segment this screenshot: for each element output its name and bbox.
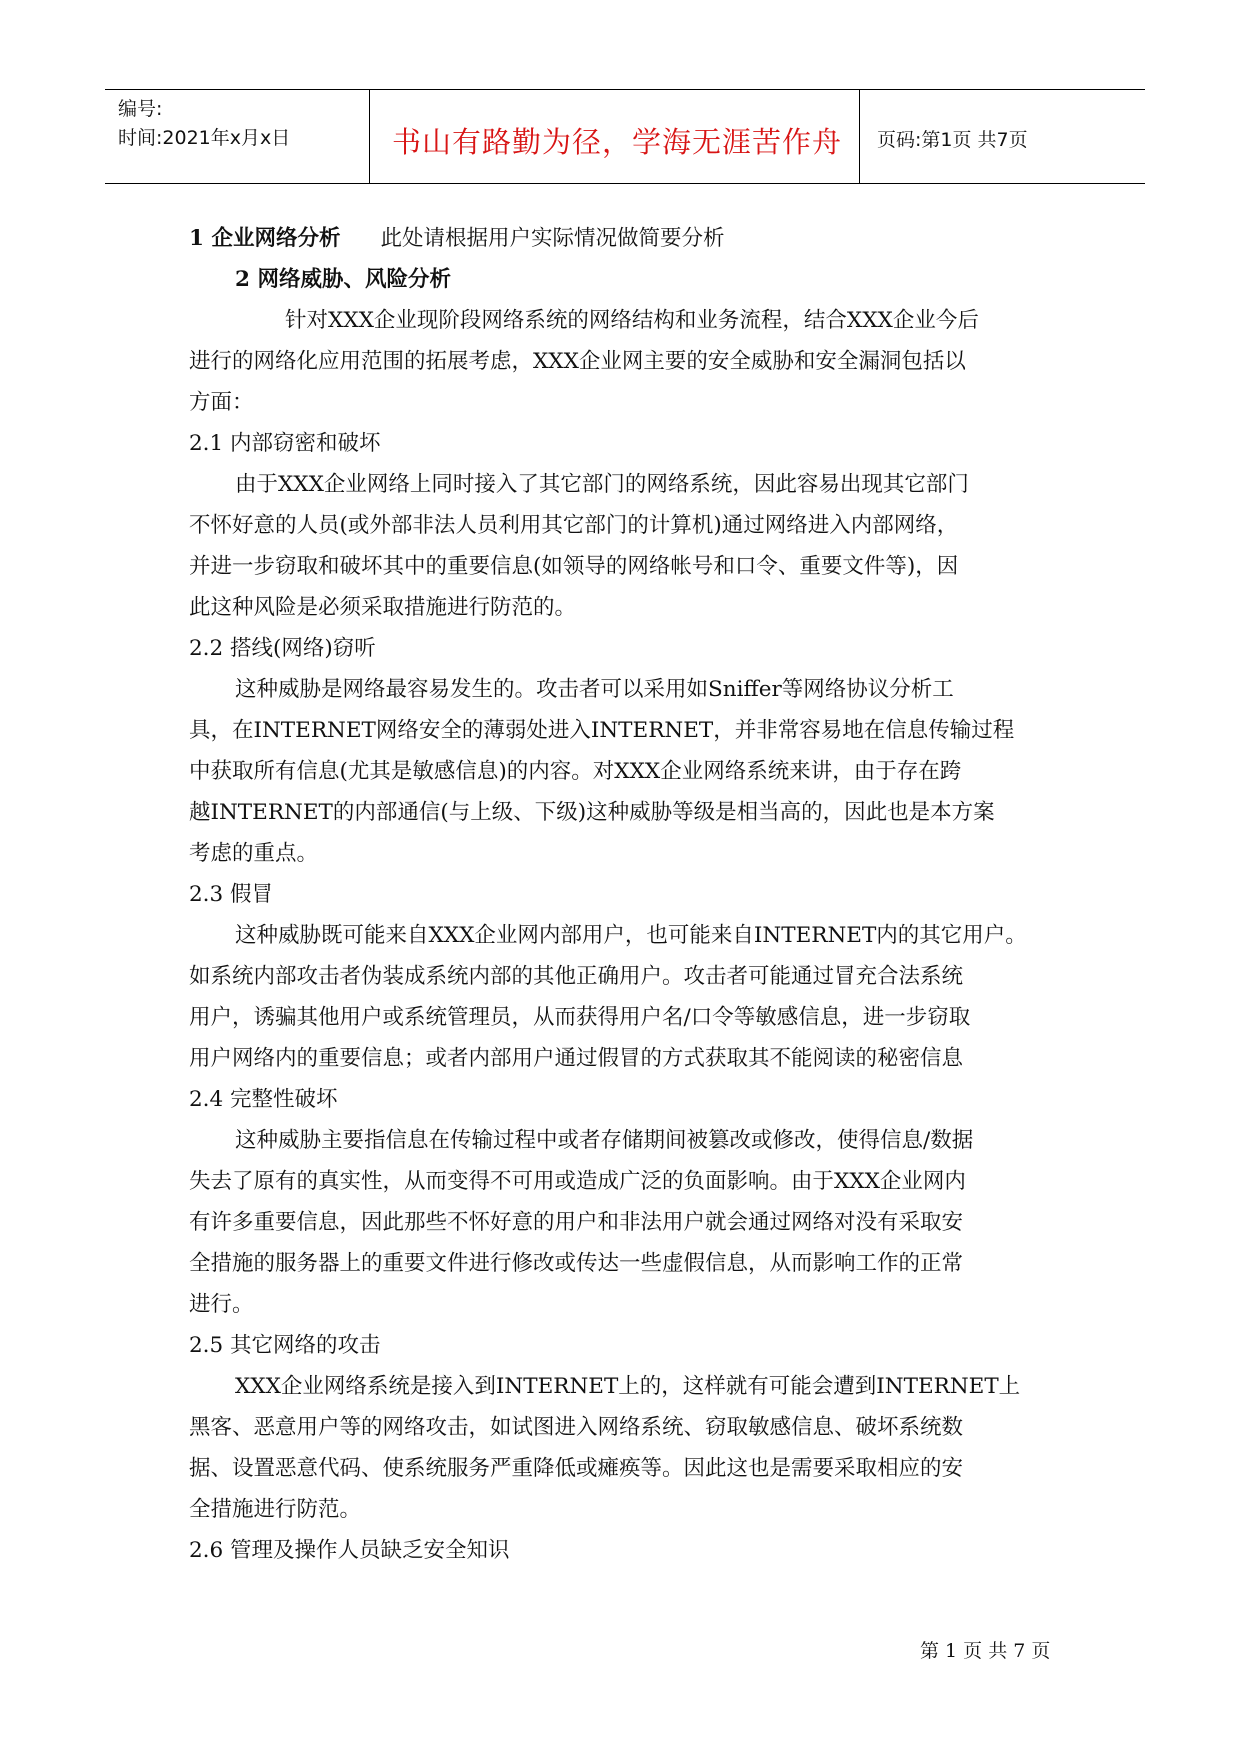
section-2-title: 2 网络威胁、风险分析: [235, 267, 451, 292]
header-number-label: 编号:: [118, 98, 163, 120]
header-bottom-rule: [105, 183, 1145, 184]
paragraph-line: 此这种风险是必须采取措施进行防范的。: [189, 595, 577, 620]
subsection-heading: 2.3 假冒: [189, 882, 274, 907]
paragraph-line: 这种威胁既可能来自XXX企业网内部用户，也可能来自INTERNET内的其它用户。: [235, 923, 1027, 948]
header-divider-right: [859, 89, 860, 183]
paragraph-line: 全措施进行防范。: [189, 1497, 362, 1522]
paragraph-line: 由于XXX企业网络上同时接入了其它部门的网络系统，因此容易出现其它部门: [235, 472, 969, 497]
header-time-label: 时间:2021年x月x日: [118, 127, 291, 149]
paragraph-line: 并进一步窃取和破坏其中的重要信息(如领导的网络帐号和口令、重要文件等)，因: [189, 554, 959, 579]
paragraph-line: 这种威胁主要指信息在传输过程中或者存储期间被篡改或修改，使得信息/数据: [235, 1128, 974, 1153]
header-divider-left: [369, 89, 370, 183]
subsection-heading: 2.1 内部窃密和破坏: [189, 431, 381, 456]
document-body: [189, 218, 1069, 1571]
paragraph-line: 这种威胁是网络最容易发生的。攻击者可以采用如Sniffer等网络协议分析工: [235, 677, 954, 702]
paragraph-line: 考虑的重点。: [189, 841, 319, 866]
header-top-rule: [105, 89, 1145, 90]
paragraph-line: 针对XXX企业现阶段网络系统的网络结构和业务流程，结合XXX企业今后: [285, 308, 979, 333]
section-1-heading: [189, 218, 1069, 259]
paragraph-line: 中获取所有信息(尤其是敏感信息)的内容。对XXX企业网络系统来讲，由于存在跨: [189, 759, 962, 784]
paragraph-line: 有许多重要信息，因此那些不怀好意的用户和非法用户就会通过网络对没有采取安: [189, 1210, 964, 1235]
subsection-heading: 2.4 完整性破坏: [189, 1087, 338, 1112]
section-1-note: 此处请根据用户实际情况做简要分析: [380, 226, 725, 251]
paragraph-line: 进行。: [189, 1292, 254, 1317]
section-1-title: 1 企业网络分析: [189, 226, 341, 251]
subsection-heading: 2.6 管理及操作人员缺乏安全知识: [189, 1538, 510, 1563]
paragraph-line: 具，在INTERNET网络安全的薄弱处进入INTERNET，并非常容易地在信息传输过程: [189, 718, 1015, 743]
subsection-heading: 2.2 搭线(网络)窃听: [189, 636, 376, 661]
paragraph-line: 进行的网络化应用范围的拓展考虑，XXX企业网主要的安全威胁和安全漏洞包括以: [189, 349, 966, 374]
paragraph-line: XXX企业网络系统是接入到INTERNET上的，这样就有可能会遭到INTERNET上: [235, 1374, 1021, 1399]
paragraph-line: 越INTERNET的内部通信(与上级、下级)这种威胁等级是相当高的，因此也是本方案: [189, 800, 995, 825]
paragraph-line: 如系统内部攻击者伪装成系统内部的其他正确用户。攻击者可能通过冒充合法系统: [189, 964, 964, 989]
paragraph-line: 方面：: [189, 390, 254, 415]
paragraph-line: 全措施的服务器上的重要文件进行修改或传达一些虚假信息，从而影响工作的正常: [189, 1251, 964, 1276]
paragraph-line: 用户网络内的重要信息；或者内部用户通过假冒的方式获取其不能阅读的秘密信息: [189, 1046, 964, 1071]
paragraph-line: 失去了原有的真实性，从而变得不可用或造成广泛的负面影响。由于XXX企业网内: [189, 1169, 966, 1194]
paragraph-line: 据、设置恶意代码、使系统服务严重降低或瘫痪等。因此这也是需要采取相应的安: [189, 1456, 964, 1481]
header-page-label: 页码:第1页 共7页: [877, 129, 1028, 151]
paragraph-line: 不怀好意的人员(或外部非法人员利用其它部门的计算机)通过网络进入内部网络，: [189, 513, 959, 538]
header-motto: 书山有路勤为径，学海无涯苦作舟: [392, 125, 843, 159]
paragraph-line: 用户，诱骗其他用户或系统管理员，从而获得用户名/口令等敏感信息，进一步窃取: [189, 1005, 971, 1030]
subsection-heading: 2.5 其它网络的攻击: [189, 1333, 381, 1358]
paragraph-line: 黑客、恶意用户等的网络攻击，如试图进入网络系统、窃取敏感信息、破坏系统数: [189, 1415, 964, 1440]
footer-page-number: 第 1 页 共 7 页: [920, 1640, 1051, 1662]
